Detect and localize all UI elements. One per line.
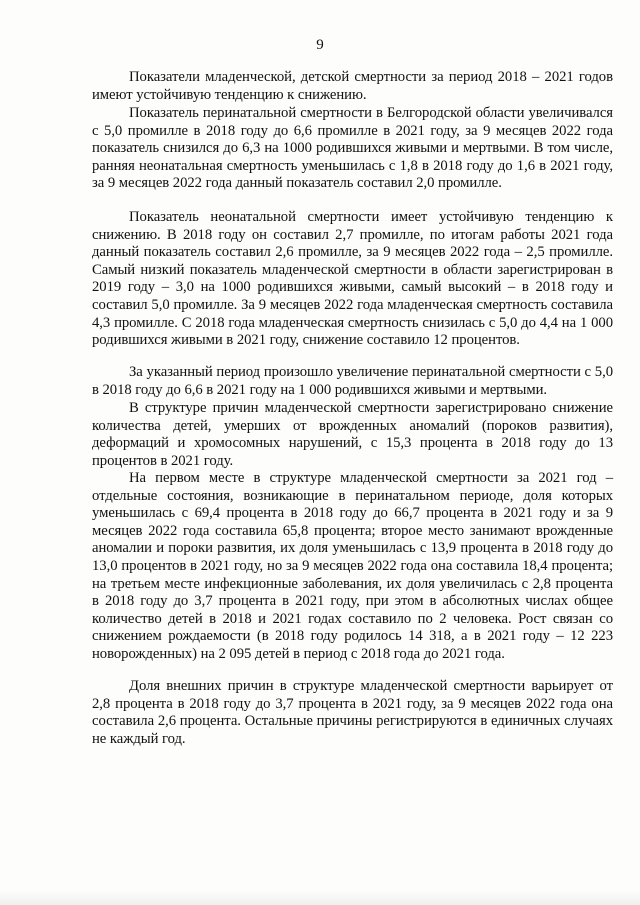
paragraph-perinatal-increase: За указанный период произошло увеличение перинатальной смертности с 5,0 в 2018 году до 6,6 в 2021 году на 1 000 родившихся живыми и мертвыми.: [92, 364, 613, 398]
paragraph-perinatal-mortality: Показатель перинатальной смертности в Белгородской области увеличивался с 5,0 промилле в 2018 году до 6,6 промилле в 2021 году, за 9 месяцев 2022 года показатель снизился до 6,3 на 1000 родившихся живыми и мертвыми. В том числе, ранняя неонатальная смертность уменьшилась с 1,8 в 2018 году до 1,6 в 2021 году, за 9 месяцев 2022 года данный показатель составил 2,0 промилле.: [92, 105, 613, 192]
paragraph-congenital-anomalies: В структуре причин младенческой смертности зарегистрировано снижение количества детей, умерших от врожденных аномалий (пороков развития), деформаций и хромосомных нарушений, с 15,3 процента в 2018 году до 13 процентов в 2021 году.: [92, 400, 613, 469]
paragraph-neonatal-mortality: Показатель неонатальной смертности имеет устойчивую тенденцию к снижению. В 2018 году он составил 2,7 промилле, по итогам работы 2021 года данный показатель составил 2,6 промилле, за 9 месяцев 2022 года – 2,5 промилле. Самый низкий показатель младенческой смертности в области зарегистрирован в 2019 году – 3,0 на 1000 родившихся живыми, самый высокий – в 2018 году и составил 5,0 промилле. За 9 месяцев 2022 года младенческая смертность составила 4,3 промилле. С 2018 года младенческая смертность снизилась с 5,0 до 4,4 на 1 000 родившихся живыми в 2021 году, снижение составило 12 процентов.: [92, 209, 613, 349]
paragraph-mortality-trend: Показатели младенческой, детской смертности за период 2018 – 2021 годов имеют устойчивую тенденцию к снижению.: [92, 69, 613, 103]
page-number: 9: [316, 37, 324, 53]
scan-edge-shadow: [0, 891, 640, 905]
paragraph-causes-structure: На первом месте в структуре младенческой смертности за 2021 год – отдельные состояния, возникающие в перинатальном периоде, доля которых уменьшилась с 69,4 процента в 2018 году до 66,7 процента в 2021 году и за 9 месяцев 2022 года составила 65,8 процента; второе место занимают врожденные аномалии и пороки развития, их доля уменьшилась с 13,9 процента в 2018 году до 13,0 процентов в 2021 году, но за 9 месяцев 2022 года она составила 18,4 процента; на третьем месте инфекционные заболевания, их доля увеличилась с 2,8 процента в 2018 году до 3,7 процента в 2021 году, при этом в абсолютных числах общее количество детей в 2018 и 2021 годах составило по 2 человека. Рост связан со снижением рождаемости (в 2018 году родилось 14 318, а в 2021 году – 12 223 новорожденных) на 2 095 детей в период с 2018 года до 2021 года.: [92, 470, 613, 662]
paragraph-external-causes: Доля внешних причин в структуре младенческой смертности варьирует от 2,8 процента в 2018 году до 3,7 процента в 2021 году, за 9 месяцев 2022 года она составила 2,6 процента. Остальные причины регистрируются в единичных случаях не каждый год.: [92, 678, 613, 747]
